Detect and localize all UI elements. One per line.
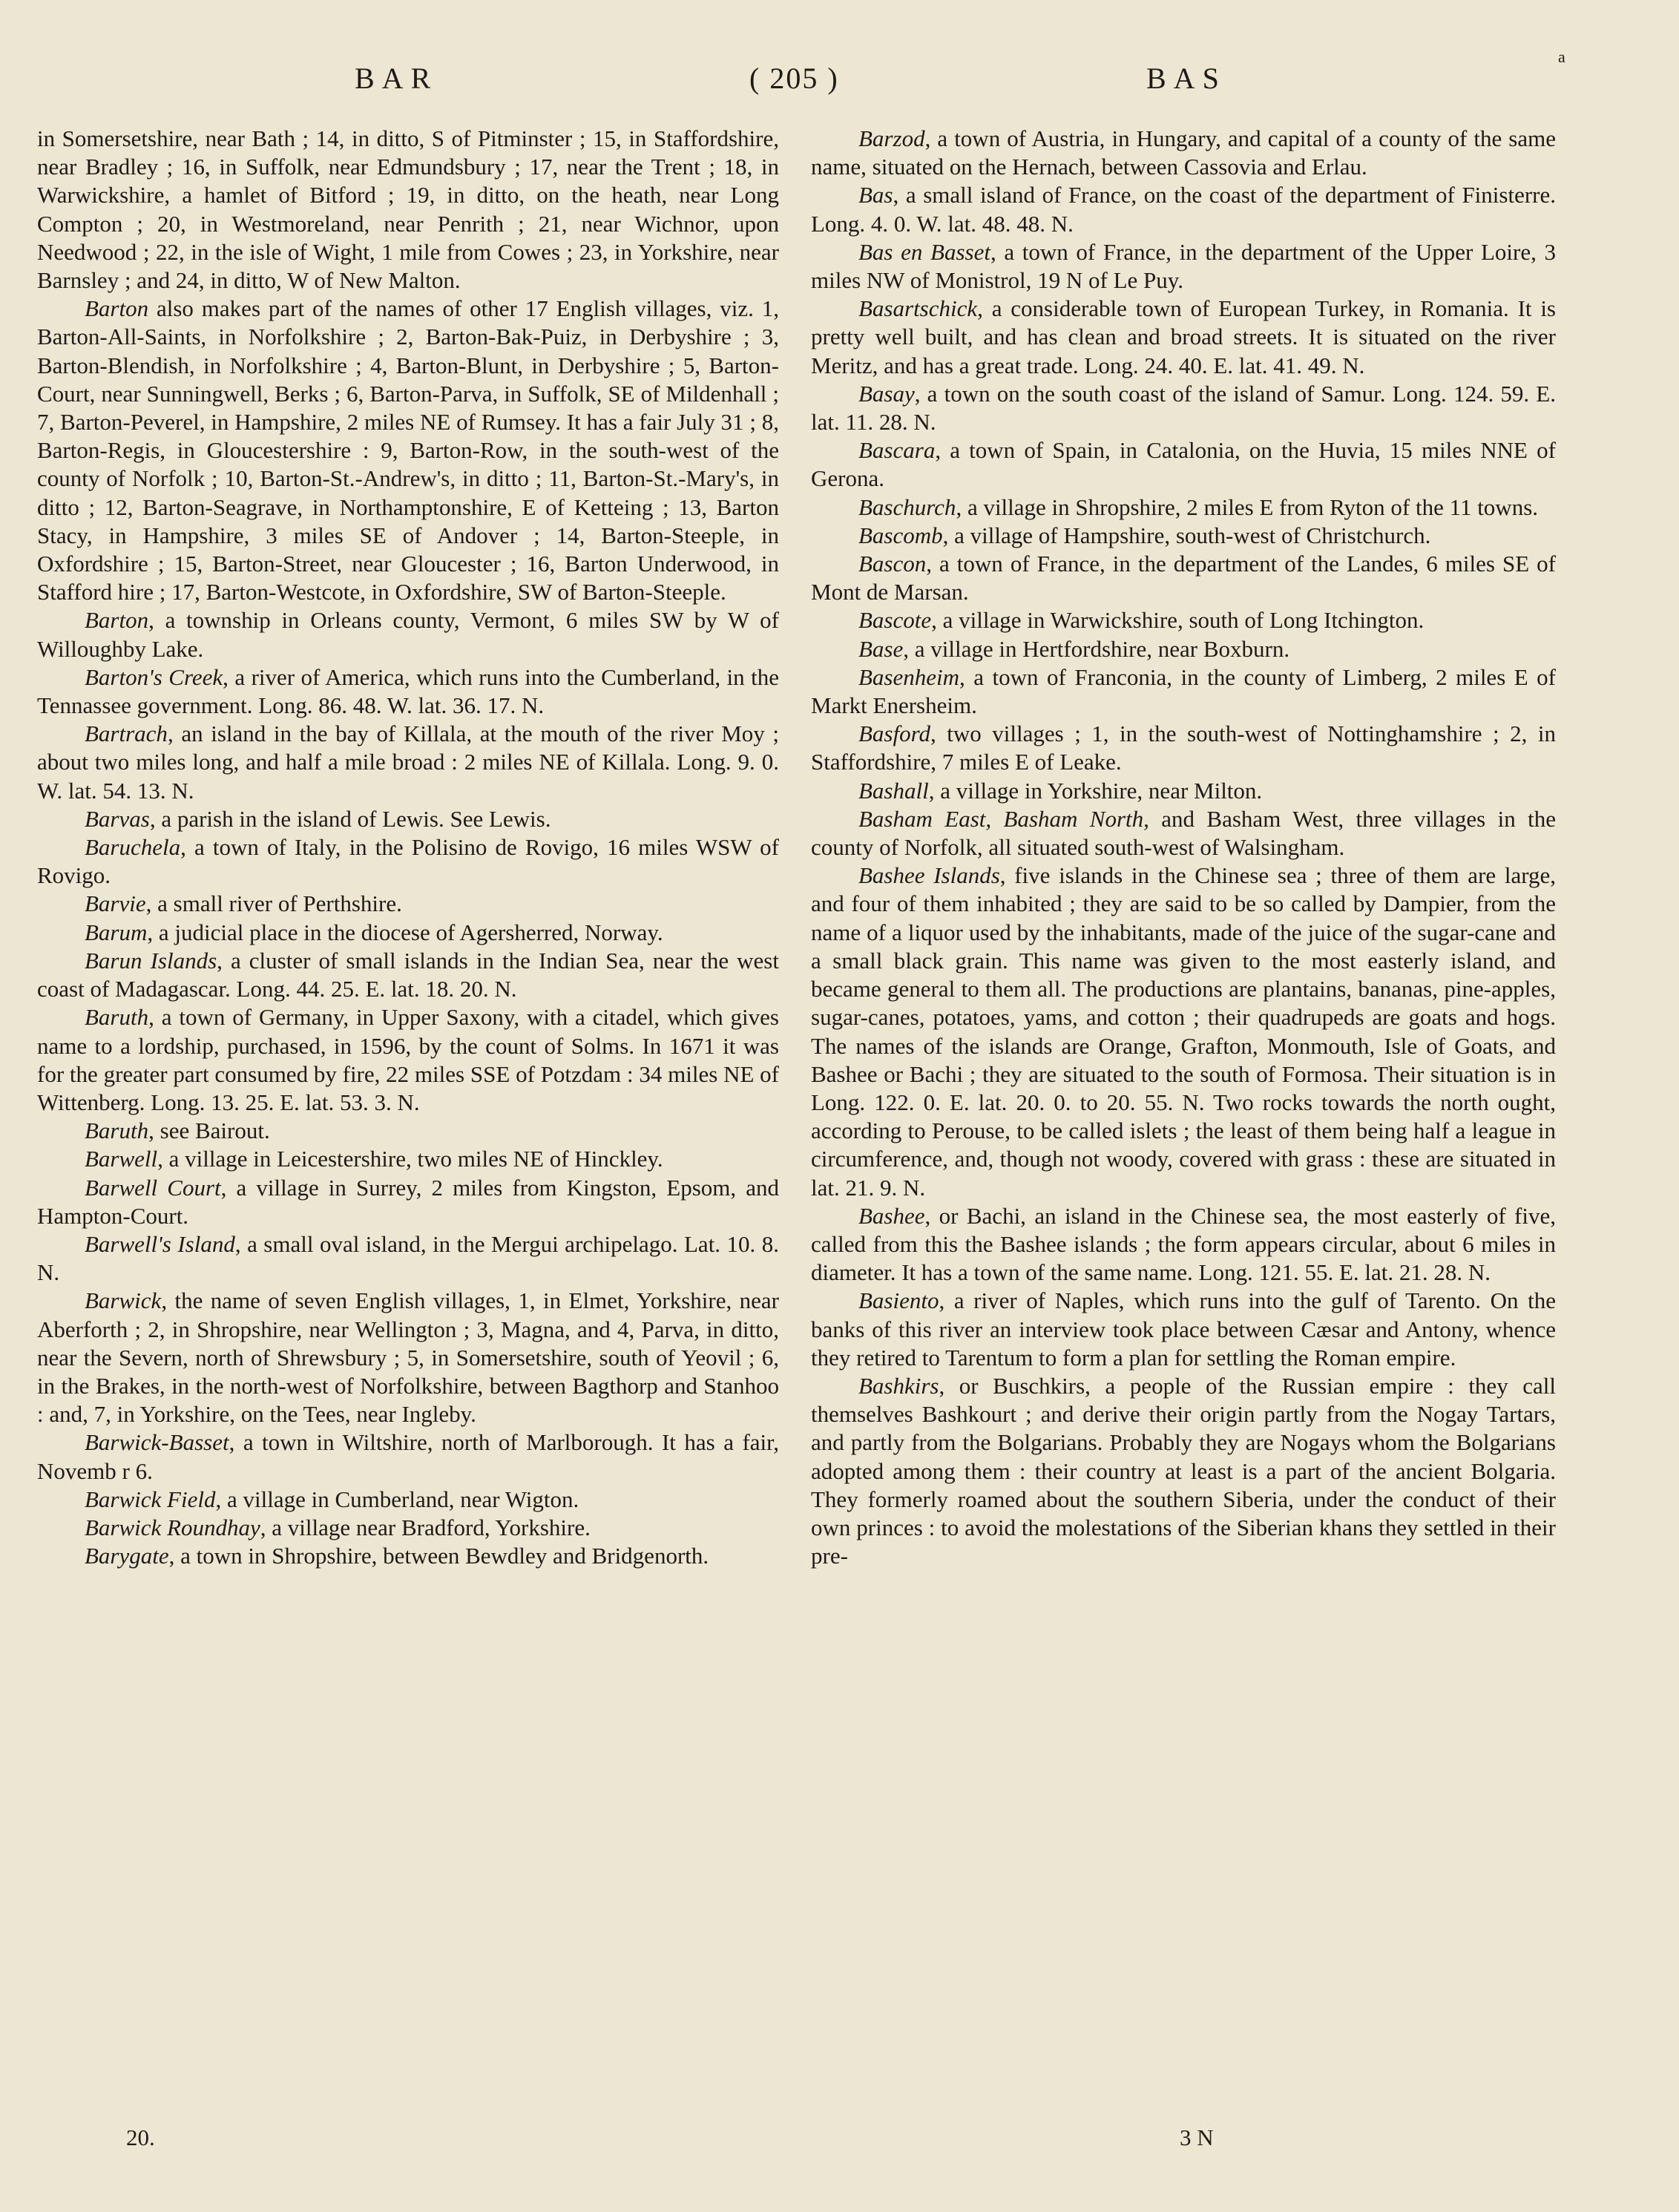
running-head-right: BAS <box>1146 62 1226 95</box>
entry-headword: Barwick-Basset <box>85 1429 229 1456</box>
entry-text: , or Bachi, an island in the Chinese sea, the most easterly of five, called from this the Bashee islands ; the form appears circular, about 6 miles in diameter. It has a town of the same name. Long. 121. 55. E. lat. 21. 28. N. <box>811 1202 1556 1286</box>
gazetteer-entry <box>811 777 1556 805</box>
entry-headword: Barton <box>85 607 149 634</box>
entry-text: , a town of Franconia, in the county of Limberg, 2 miles E of Markt Enersheim. <box>811 663 1556 719</box>
entry-text: , a judicial place in the diocese of Agersherred, Norway. <box>147 919 663 945</box>
entry-headword: Basenheim <box>858 663 960 690</box>
entry-text: , a village in Yorkshire, near Milton. <box>928 777 1263 804</box>
entry-text: , a small oval island, in the Mergui archipelago. Lat. 10. 8. N. <box>37 1230 780 1286</box>
signature-mark-right: 3 N <box>1180 2124 1214 2150</box>
gazetteer-entry <box>37 606 779 663</box>
corner-mark: a <box>1558 47 1565 66</box>
entry-headword: Bas en Basset <box>858 238 990 265</box>
entry-text: , two villages ; 1, in the south-west of Nottinghamshire ; 2, in Staffordshire, 7 miles E of Leake. <box>811 721 1556 775</box>
gazetteer-entry <box>37 1230 779 1287</box>
entry-headword: Bashee <box>858 1202 925 1229</box>
entry-text: , a small island of France, on the coast of the department of Finisterre. Long. 4. 0. W. lat. 48. 48. N. <box>811 182 1556 237</box>
entry-text: in Somersetshire, near Bath ; 14, in ditto, S of Pitminster ; 15, in Staffordshire, near Bradley ; 16, in Suffolk, near Edmundsbury ; 17, near the Trent ; 18, in Warwickshire, a hamlet of Bitford ; 19, in ditto, on the heath, near Long Compton ; 20, in Westmoreland, near Penrith ; 21, near Wichnor, upon Needwood ; 22, in the isle of Wight, 1 mile from Cowes ; 23, in Yorkshire, near Barnsley ; and 24, in ditto, W of New Malton. <box>37 125 779 294</box>
gazetteer-entry <box>37 947 779 1003</box>
gazetteer-entry <box>37 805 779 833</box>
entry-text: , a village of Hampshire, south-west of Christchurch. <box>942 522 1431 548</box>
gazetteer-entry <box>37 295 779 606</box>
entry-headword: Barwell's Island <box>85 1230 235 1257</box>
gazetteer-entry <box>811 522 1556 550</box>
entry-text: , a town of France, in the department of the Upper Loire, 3 miles NW of Monistrol, 19 N of Le Puy. <box>811 238 1556 294</box>
entry-text: , the name of seven English villages, 1, in Elmet, Yorkshire, near Aberforth ; 2, in Shropshire, near Wellington ; 3, Magna, and 4, Parva, in ditto, near the Severn, north of Shrewsbury ; 5, in Somersetshire, south of Yeovil ; 6, in the Brakes, in the north-west of Norfolkshire, between Bagthorp and Stanhoo : and, 7, in Yorkshire, on the Tees, near Ingleby. <box>37 1287 779 1428</box>
gazetteer-entry <box>811 550 1556 606</box>
entry-headword: Basham East, Basham North, <box>858 805 1149 832</box>
left-column <box>37 125 779 1570</box>
entry-text: , a river of America, which runs into the Cumberland, in the Tennassee government. Long. 86. 48. W. lat. 36. 17. N. <box>37 663 779 719</box>
entry-text: , a village in Leicestershire, two miles NE of Hinckley. <box>157 1146 663 1172</box>
entry-text: , a town of Italy, in the Polisino de Rovigo, 16 miles WSW of Rovigo. <box>37 834 779 889</box>
gazetteer-entry <box>37 833 779 890</box>
entry-text: and Basham West, three villages in the county of Norfolk, all situated south-west of Walsingham. <box>811 805 1556 861</box>
gazetteer-entry <box>37 1287 779 1428</box>
gazetteer-entry <box>811 720 1556 776</box>
entry-headword: Barton's Creek <box>85 663 223 690</box>
gazetteer-entry <box>37 1514 779 1542</box>
entry-text: , a small river of Perthshire. <box>145 890 402 917</box>
gazetteer-entry <box>811 1287 1556 1372</box>
entry-headword: Baruchela <box>85 834 181 861</box>
entry-headword: Bascon <box>858 551 927 577</box>
entry-headword: Baruth <box>85 1004 149 1031</box>
entry-text: , a river of Naples, which runs into the gulf of Tarento. On the banks of this river an interview took place between Cæsar and Antony, whence they retired to Tarentum to form a plan for settling the Roman empire. <box>811 1287 1556 1371</box>
entry-headword: Barun Islands <box>85 947 217 974</box>
gazetteer-entry <box>37 1003 779 1117</box>
entry-text: , a township in Orleans county, Vermont, 6 miles SW by W of Willoughby Lake. <box>37 607 779 662</box>
entry-text: , five islands in the Chinese sea ; three of them are large, and four of them inhabited ; they are said to be so called by Dampier, from the name of a liquor used by the inhabitants, made of the juice of the sugar-cane and a small black grain. This name was given to the most easterly island, and became general to them all. The productions are plantains, bananas, pine-apples, sugar-canes, potatoes, yams, and cotton ; their quadrupeds are goats and hogs. The names of the islands are Orange, Grafton, Monmouth, Isle of Goats, and Bashee or Bachi ; they are situated to the south of Formosa. Their situation is in Long. 122. 0. E. lat. 20. 0. to 20. 55. N. Two rocks towards the north ought, according to Perouse, to be called islets ; the least of them being half a league in circumference, and, though not woody, covered with grass : these are situated in lat. 21. 9. N. <box>811 862 1556 1201</box>
entry-headword: Barvas <box>85 805 150 832</box>
entry-headword: Barvie <box>85 890 146 917</box>
gazetteer-entry <box>811 181 1556 237</box>
gazetteer-entry <box>811 295 1556 380</box>
gazetteer-entry <box>37 890 779 918</box>
page-number: ( 205 ) <box>749 62 839 95</box>
entry-headword: Basartschick <box>858 295 978 322</box>
gazetteer-entry <box>37 1542 779 1570</box>
signature-mark-left: 20. <box>126 2124 155 2150</box>
gazetteer-entry <box>37 1117 779 1145</box>
entry-headword: Baschurch <box>858 493 956 520</box>
entry-text: also makes part of the names of other 17 English villages, viz. 1, Barton-All-Saints, in Norfolkshire ; 2, Barton-Bak-Puiz, in Derbyshire ; 3, Barton-Blendish, in Norfolkshire ; 4, Barton-Blunt, in Derbyshire ; 5, Barton-Court, near Sunningwell, Berks ; 6, Barton-Parva, in Suffolk, SE of Mildenhall ; 7, Barton-Peverel, in Hampshire, 2 miles NE of Rumsey. It has a fair July 31 ; 8, Barton-Regis, in Gloucestershire : 9, Barton-Row, in the south-west of the county of Norfolk ; 10, Barton-St.-Andrew's, in ditto ; 11, Barton-St.-Mary's, in ditto ; 12, Barton-Seagrave, in Northamptonshire, E of Ketteing ; 13, Barton Stacy, in Hampshire, 3 miles SE of Andover ; 14, Barton-Steeple, in Oxfordshire ; 15, Barton-Street, near Gloucester ; 16, Barton Underwood, in Stafford hire ; 17, Barton-Westcote, in Oxfordshire, SW of Barton-Steeple. <box>37 295 779 605</box>
entry-headword: Basay <box>858 380 915 407</box>
gazetteer-entry <box>811 635 1556 663</box>
entry-text: , an island in the bay of Killala, at the mouth of the river Moy ; about two miles long, and half a mile broad : 2 miles NE of Killala. Long. 9. 0. W. lat. 54. 13. N. <box>37 721 779 804</box>
entry-text: , a village near Bradford, Yorkshire. <box>260 1514 591 1540</box>
entry-text: , or Buschkirs, a people of the Russian empire : they call themselves Bashkourt ; and derive their origin partly from the Nogay Tartars, and partly from the Bolgarians. Probably they are Nogays whom the Bolgarians adopted among them : their country at least is a part of the ancient Bolgaria. They formerly roamed about the southern Siberia, under the conduct of their own princes : to avoid the molestations of the Siberian khans they settled in their pre- <box>811 1372 1556 1569</box>
right-column <box>811 125 1556 1570</box>
entry-headword: Barwick Roundhay <box>85 1514 260 1540</box>
gazetteer-entry <box>811 125 1556 181</box>
entry-text: , a cluster of small islands in the Indian Sea, near the west coast of Madagascar. Long. 44. 25. E. lat. 18. 20. N. <box>37 947 779 1002</box>
gazetteer-entry <box>37 1145 779 1173</box>
entry-headword: Bashkirs <box>858 1372 939 1399</box>
gazetteer-entry <box>811 238 1556 295</box>
entry-headword: Basford <box>858 721 931 747</box>
entry-text: , a town in Wiltshire, north of Marlborough. It has a fair, Novemb r 6. <box>37 1429 779 1484</box>
gazetteer-entry <box>811 663 1556 720</box>
entry-text: , a town on the south coast of the island of Samur. Long. 124. 59. E. lat. 11. 28. N. <box>811 380 1556 436</box>
gazetteer-entry <box>37 663 779 720</box>
entry-text: , a village in Hertfordshire, near Boxburn. <box>903 635 1290 662</box>
entry-headword: Bashall <box>858 777 929 804</box>
gazetteer-entry <box>811 493 1556 522</box>
entry-headword: Barton <box>85 295 149 322</box>
entry-text: , a town of France, in the department of the Landes, 6 miles SE of Mont de Marsan. <box>811 551 1556 605</box>
entry-text: , a town of Spain, in Catalonia, on the Huvia, 15 miles NNE of Gerona. <box>811 437 1556 492</box>
gazetteer-entry <box>37 1428 779 1485</box>
gazetteer-entry <box>37 720 779 805</box>
entry-text: , a town of Austria, in Hungary, and capital of a county of the same name, situated on the Hernach, between Cassovia and Erlau. <box>811 125 1556 180</box>
entry-headword: Bashee Islands <box>858 862 1000 889</box>
entry-headword: Baruth <box>85 1118 149 1144</box>
gazetteer-entry <box>811 862 1556 1201</box>
gazetteer-entry <box>811 606 1556 634</box>
gazetteer-entry <box>811 1372 1556 1570</box>
running-head-left: BAR <box>355 62 438 95</box>
gazetteer-entry <box>811 436 1556 493</box>
entry-text: , see Bairout. <box>148 1118 270 1144</box>
entry-text: , a village in Surrey, 2 miles from Kingston, Epsom, and Hampton-Court. <box>37 1174 779 1229</box>
entry-headword: Base <box>858 635 904 662</box>
entry-text: , a village in Warwickshire, south of Long Itchington. <box>931 607 1425 634</box>
gazetteer-entry <box>811 805 1556 862</box>
entry-text: , a considerable town of European Turkey, in Romania. It is pretty well built, and has clean and broad streets. It is situated on the river Meritz, and has a great trade. Long. 24. 40. E. lat. 41. 49. N. <box>811 295 1556 378</box>
entry-headword: Barum <box>85 919 148 945</box>
entry-headword: Barwick Field <box>85 1486 216 1512</box>
entry-headword: Bascomb <box>858 522 943 548</box>
entry-text: , a parish in the island of Lewis. See Lewis. <box>149 805 551 832</box>
entry-headword: Barwell <box>85 1146 158 1172</box>
entry-headword: Basiento <box>858 1287 939 1314</box>
entry-text: , a village in Shropshire, 2 miles E from Ryton of the 11 towns. <box>956 493 1539 520</box>
gazetteer-entry <box>811 380 1556 436</box>
entry-text: , a town of Germany, in Upper Saxony, with a citadel, which gives name to a lordship, purchased, in 1596, by the count of Solms. In 1671 it was for the greater part consumed by fire, 22 miles SSE of Potzdam : 34 miles NE of Wittenberg. Long. 13. 25. E. lat. 53. 3. N. <box>37 1004 779 1115</box>
entry-continuation <box>37 125 779 295</box>
gazetteer-entry <box>37 1486 779 1514</box>
gazetteer-entry <box>811 1202 1556 1287</box>
entry-headword: Barygate <box>85 1543 169 1569</box>
entry-headword: Barwell Court <box>85 1174 221 1201</box>
entry-headword: Barzod <box>858 125 925 151</box>
entry-headword: Bascote <box>858 607 932 634</box>
gazetteer-entry <box>37 1174 779 1230</box>
entry-text: , a village in Cumberland, near Wigton. <box>215 1486 579 1512</box>
entry-headword: Barwick <box>85 1287 162 1314</box>
entry-headword: Bartrach <box>85 721 168 747</box>
entry-headword: Bas <box>858 182 893 209</box>
entry-headword: Bascara <box>858 437 936 464</box>
entry-text: , a town in Shropshire, between Bewdley and Bridgenorth. <box>168 1543 709 1569</box>
gazetteer-entry <box>37 919 779 947</box>
